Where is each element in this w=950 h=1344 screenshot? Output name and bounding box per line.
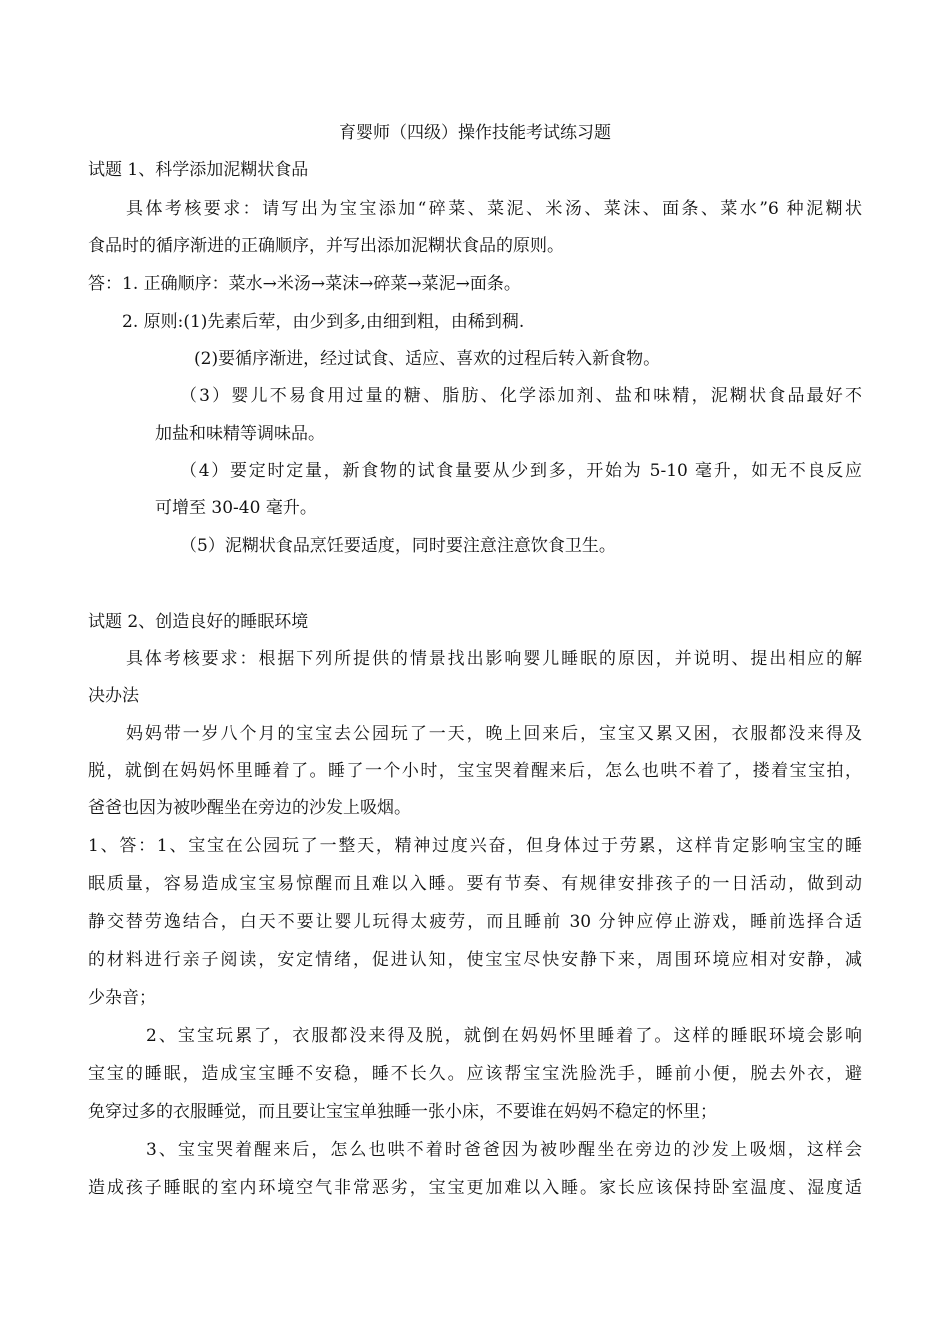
q2-answer-line: 2、宝宝玩累了，衣服都没来得及脱，就倒在妈妈怀里睡着了。这样的睡眠环境会影响	[146, 1026, 862, 1046]
q2-scenario-line: 妈妈带一岁八个月的宝宝去公园玩了一天，晚上回来后，宝宝又累又困，衣服都没来得及	[126, 724, 862, 744]
q1-heading: 试题 1、科学添加泥糊状食品	[88, 160, 309, 180]
q1-principle: 2. 原则:(1)先素后荤，由少到多,由细到粗，由稀到稠.	[122, 312, 525, 332]
q1-principle: （3）婴儿不易食用过量的糖、脂肪、化学添加剂、盐和味精，泥糊状食品最好不	[180, 386, 862, 406]
q2-answer-line: 宝宝的睡眠，造成宝宝睡不安稳，睡不长久。应该帮宝宝洗脸洗手，睡前小便，脱去外衣，避	[88, 1064, 862, 1084]
q2-scenario-line: 脱，就倒在妈妈怀里睡着了。睡了一个小时，宝宝哭着醒来后，怎么也哄不着了，搂着宝宝拍，	[88, 761, 862, 781]
q1-principle: （4）要定时定量，新食物的试食量要从少到多，开始为 5-10 毫升，如无不良反应	[180, 461, 862, 481]
q2-heading: 试题 2、创造良好的睡眠环境	[88, 612, 309, 632]
q2-answer-line: 免穿过多的衣服睡觉，而且要让宝宝单独睡一张小床，不要谁在妈妈不稳定的怀里；	[88, 1102, 717, 1122]
q2-answer-line: 静交替劳逸结合，白天不要让婴儿玩得太疲劳，而且睡前 30 分钟应停止游戏，睡前选择合适	[88, 912, 862, 932]
q1-answer-order: 答：1. 正确顺序：菜水→米汤→菜沫→碎菜→菜泥→面条。	[88, 274, 521, 294]
q2-scenario-line: 爸爸也因为被吵醒坐在旁边的沙发上吸烟。	[88, 798, 411, 818]
q1-requirement-line: 食品时的循序渐进的正确顺序，并写出添加泥糊状食品的原则。	[88, 236, 564, 256]
q1-principle: 可增至 30-40 毫升。	[155, 498, 317, 518]
q2-answer-line: 的材料进行亲子阅读，安定情绪，促进认知，使宝宝尽快安静下来，周围环境应相对安静，减	[88, 950, 862, 970]
page-title: 育婴师（四级）操作技能考试练习题	[339, 123, 611, 143]
q2-answer-line: 少杂音；	[88, 988, 156, 1008]
q2-answer-line: 1、答：1、宝宝在公园玩了一整天，精神过度兴奋，但身体过于劳累，这样肯定影响宝宝的睡	[88, 836, 862, 856]
q2-requirement-line: 具体考核要求：根据下列所提供的情景找出影响婴儿睡眠的原因，并说明、提出相应的解	[126, 649, 862, 669]
q2-requirement-line: 决办法	[88, 686, 139, 706]
q1-principle: （5）泥糊状食品烹饪要适度，同时要注意注意饮食卫生。	[180, 536, 616, 556]
q1-principle: 加盐和味精等调味品。	[155, 424, 325, 444]
q1-principle: (2)要循序渐进，经过试食、适应、喜欢的过程后转入新食物。	[194, 349, 661, 369]
q2-answer-line: 3、宝宝哭着醒来后，怎么也哄不着时爸爸因为被吵醒坐在旁边的沙发上吸烟，这样会	[146, 1140, 862, 1160]
q2-answer-line: 造成孩子睡眠的室内环境空气非常恶劣，宝宝更加难以入睡。家长应该保持卧室温度、湿度适	[88, 1178, 862, 1198]
q2-answer-line: 眠质量，容易造成宝宝易惊醒而且难以入睡。要有节奏、有规律安排孩子的一日活动，做到动	[88, 874, 862, 894]
q1-requirement-line: 具体考核要求：请写出为宝宝添加“碎菜、菜泥、米汤、菜沫、面条、菜水”6 种泥糊状	[126, 199, 862, 219]
